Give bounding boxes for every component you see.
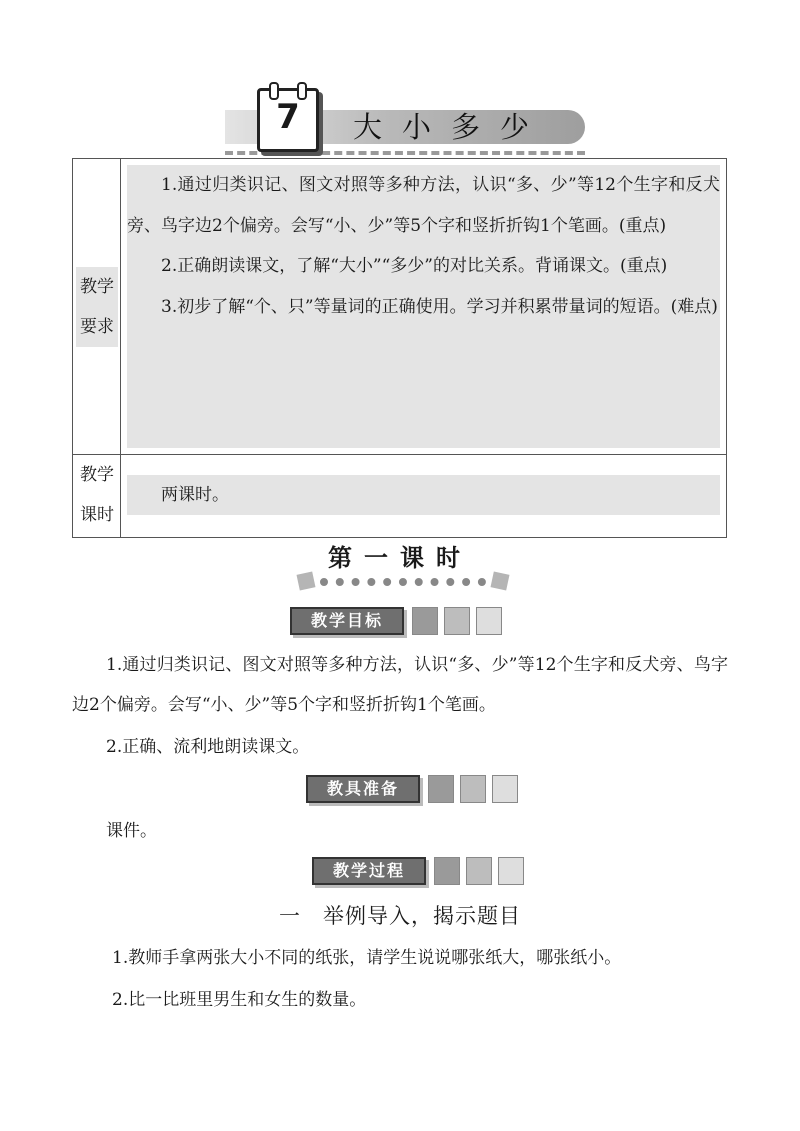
lesson-banner xyxy=(215,78,585,164)
periods-label-cell xyxy=(73,455,121,537)
heading-decor-block xyxy=(434,857,460,885)
heading-decor-block xyxy=(466,857,492,885)
periods-value-wrap xyxy=(127,475,720,515)
materials-text: 课件。 xyxy=(106,821,157,841)
decor-dots xyxy=(320,578,486,586)
heading-decor-block xyxy=(428,775,454,803)
calendar-icon xyxy=(257,88,319,152)
requirement-item: 2.正确朗读课文，了解“大小”“多少”的对比关系。背诵课文。(重点) xyxy=(161,256,668,276)
requirements-label-cell xyxy=(73,159,121,454)
lesson-title: 大小多少 xyxy=(353,110,550,144)
process-heading: 教学过程 xyxy=(312,857,426,885)
decor-square xyxy=(491,572,510,591)
objectives-heading: 教学目标 xyxy=(290,607,404,635)
requirement-item: 1.通过归类识记、图文对照等多种方法，认识“多、少”等12个生字和反犬旁、鸟字边2个偏旁。会写“小、少”等5个字和竖折折钩1个笔画。(重点) xyxy=(127,175,720,236)
process-item: 2.比一比班里男生和女生的数量。 xyxy=(112,990,367,1010)
heading-decor-block xyxy=(460,775,486,803)
objective-item: 1.通过归类识记、图文对照等多种方法，认识“多、少”等12个生字和反犬旁、鸟字边2个偏旁。会写“小、少”等5个字和竖折折钩1个笔画。 xyxy=(72,655,728,715)
periods-value: 两课时。 xyxy=(161,485,229,505)
requirements-label: 教学要求 xyxy=(76,267,118,347)
process-item: 1.教师手拿两张大小不同的纸张，请学生说说哪张纸大，哪张纸小。 xyxy=(112,948,622,968)
requirements-table xyxy=(72,158,727,538)
decor-square xyxy=(297,572,316,591)
heading-decor-block xyxy=(476,607,502,635)
section-title: 第一课时 xyxy=(328,544,472,572)
requirements-row xyxy=(73,159,726,455)
periods-label: 教学课时 xyxy=(80,465,114,525)
heading-decor-block xyxy=(498,857,524,885)
heading-decor-block xyxy=(412,607,438,635)
requirements-list xyxy=(127,165,720,327)
materials-heading: 教具准备 xyxy=(306,775,420,803)
lesson-number: 7 xyxy=(276,97,300,137)
heading-decor-block xyxy=(444,607,470,635)
section-decoration xyxy=(298,573,508,593)
objective-item: 2.正确、流利地朗读课文。 xyxy=(106,737,310,757)
heading-decor-block xyxy=(492,775,518,803)
periods-row xyxy=(73,455,726,537)
requirement-item: 3.初步了解“个、只”等量词的正确使用。学习并积累带量词的短语。(难点) xyxy=(161,296,718,317)
step-heading: 一 举例导入，揭示题目 xyxy=(279,904,521,928)
